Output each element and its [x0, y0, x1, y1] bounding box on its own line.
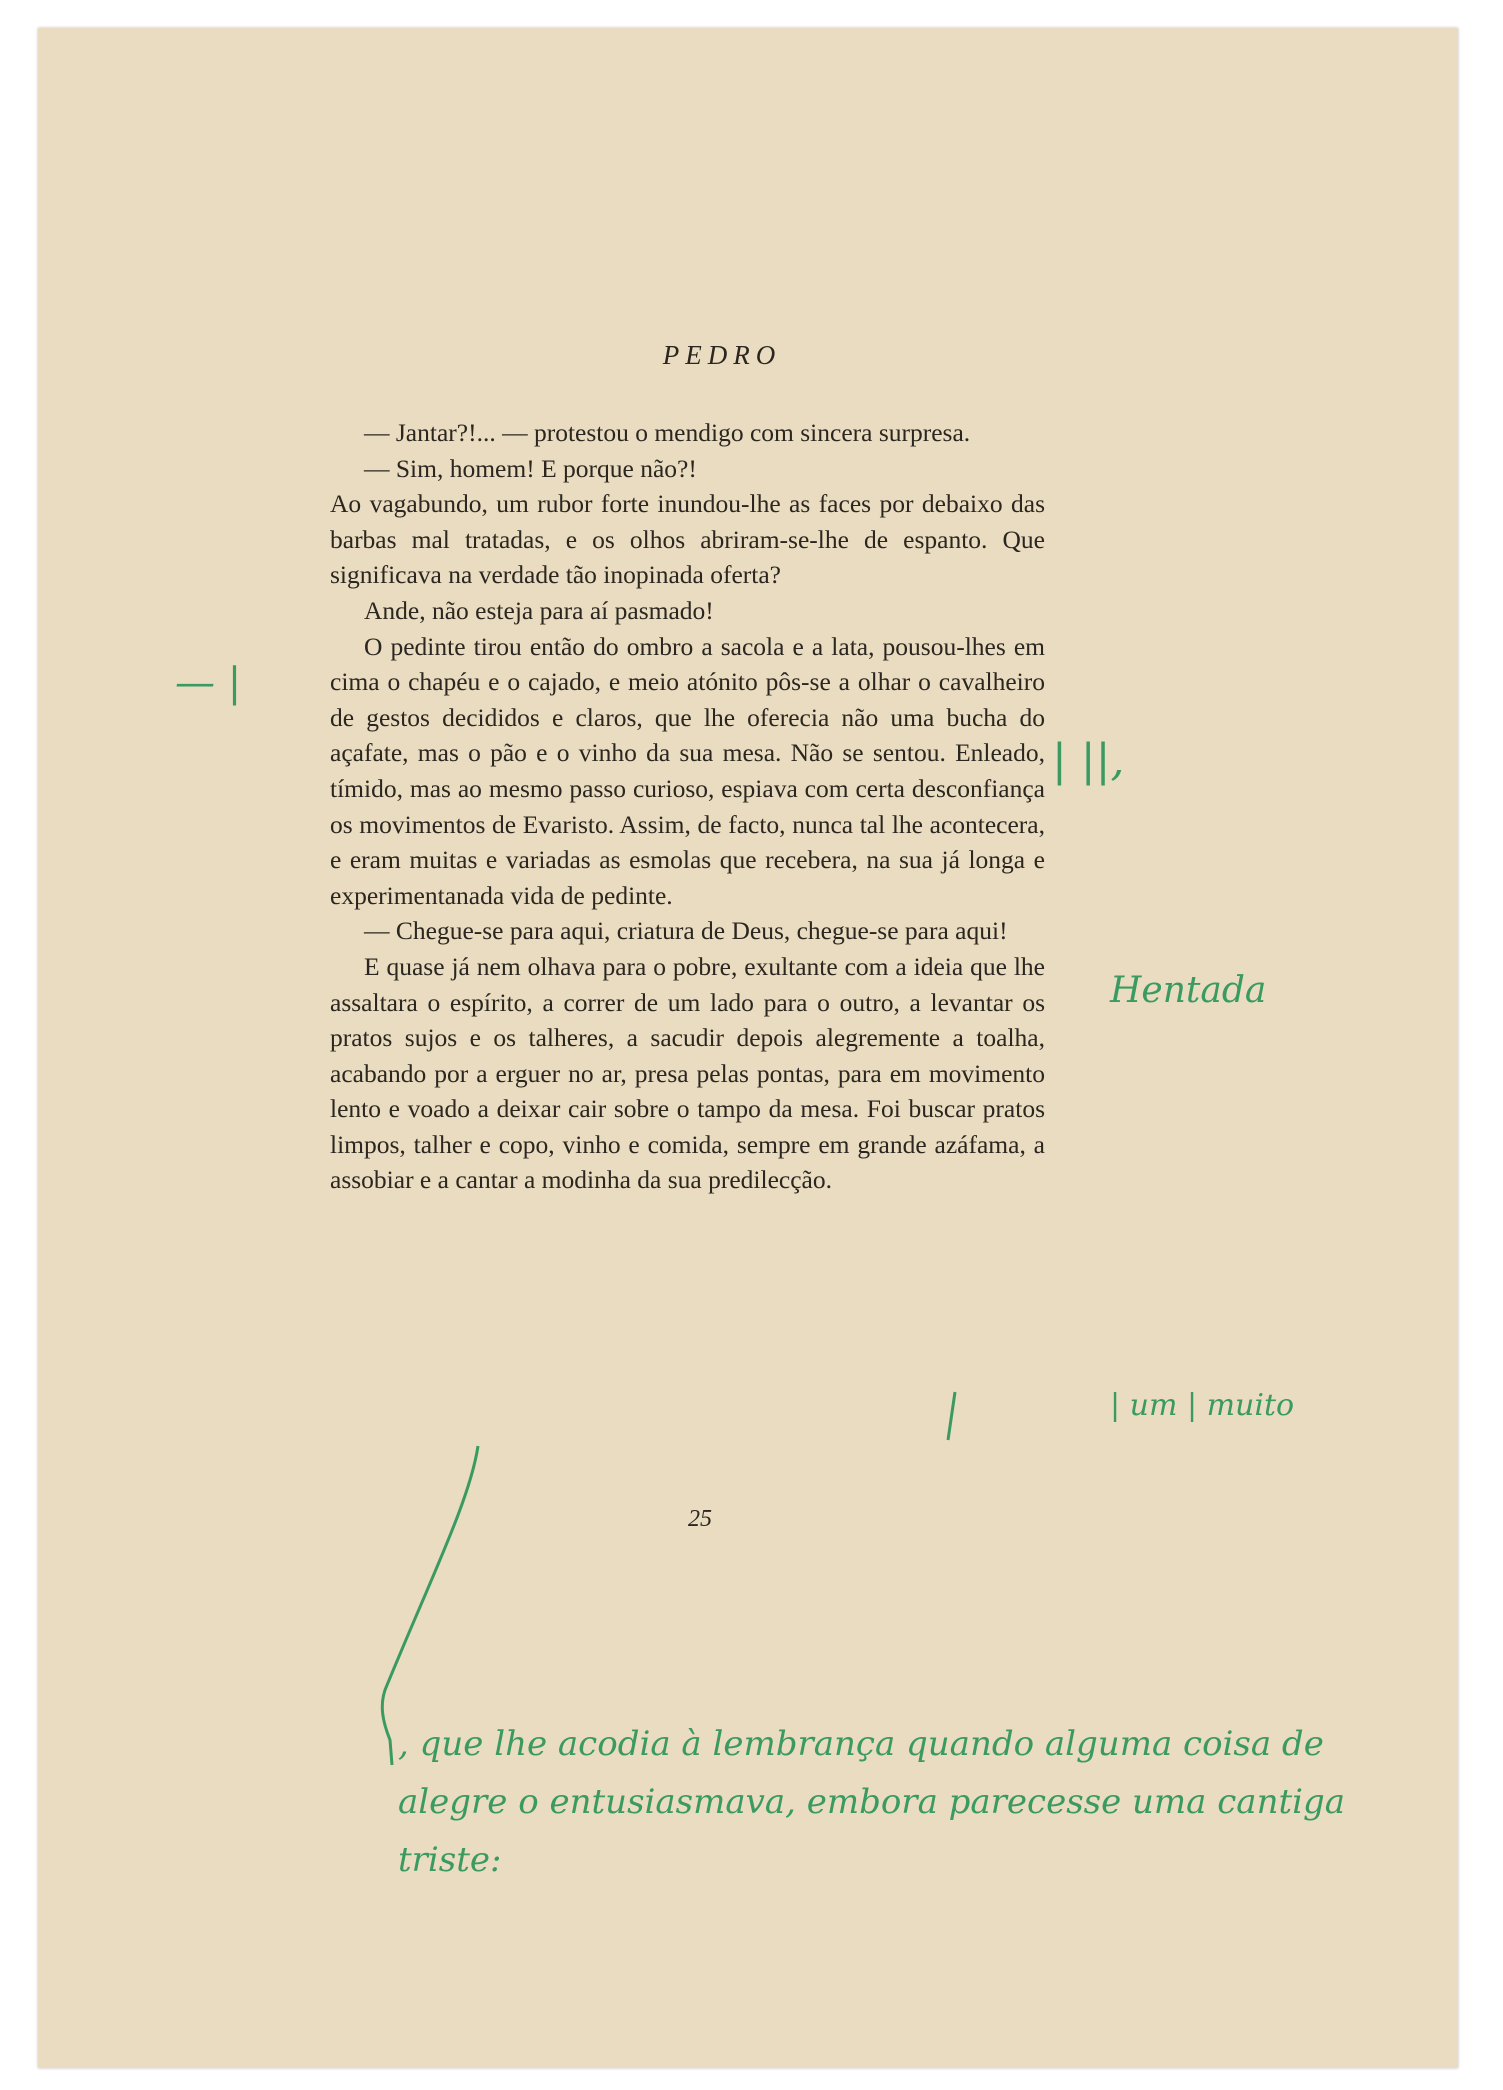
running-head: PEDRO: [662, 340, 782, 370]
margin-note-right-2: Hentada: [1110, 970, 1267, 1011]
margin-note-right-3: | um | muito: [1110, 1388, 1295, 1423]
paragraph: — Chegue-se para aqui, criatura de Deus, chegue-se para aqui!: [364, 916, 1008, 946]
paragraph: — Sim, homem! E porque não?!: [364, 453, 697, 483]
margin-note-left: — |: [175, 660, 242, 706]
paragraph: O pedinte tirou então do ombro a sacola e a lata, pousou-lhes em cima o chapéu e o cajado, e meio atónito pôs-se a olhar o cavalheiro de gestos decididos e claros, que lhe oferecia não uma bucha do açafate, mas o pão e o vinho da sua mesa. Não se sentou. Enleado, tímido, mas ao mesmo passo curioso, espiava com certa desconfiança os movimentos de Evaristo. Assim, de facto, nunca tal lhe acontecera, e eram muitas e variadas as esmolas que recebera, na sua já longa e experimentanada vida de pedinte.: [330, 631, 1045, 910]
page-number: 25: [688, 1506, 712, 1532]
handwritten-insertion: , que lhe acodia à lembrança quando alguma coisa de alegre o entusiasmava, embora parecesse uma cantiga triste:: [398, 1724, 1346, 1880]
paragraph: Ande, não esteja para aí pasmado!: [364, 595, 714, 625]
paragraph: — Jantar?!... — protestou o mendigo com sincera surpresa.: [364, 418, 971, 447]
margin-note-right-1: | ||,: [1052, 735, 1125, 786]
paragraph: E quase já nem olhava para o pobre, exultante com a ideia que lhe assaltara o espírito, a correr de um lado para o outro, a levantar os pratos sujos e os talheres, a sacudir depois alegremente a toalha, acabando por a erguer no ar, presa pelas pontas, para em movimento lento e voado a deixar cair sobre o tampo da mesa. Foi buscar pratos limpos, talher e copo, vinho e comida, sempre em grande azáfama, a assobiar e a cantar a modinha da sua predilecção.: [330, 951, 1045, 1195]
paragraph: Ao vagabundo, um rubor forte inundou-lhe as faces por debaixo das barbas mal tratadas, e os olhos abriram-se-lhe de espanto. Que significava na verdade tão inopinada oferta?: [330, 489, 1045, 590]
